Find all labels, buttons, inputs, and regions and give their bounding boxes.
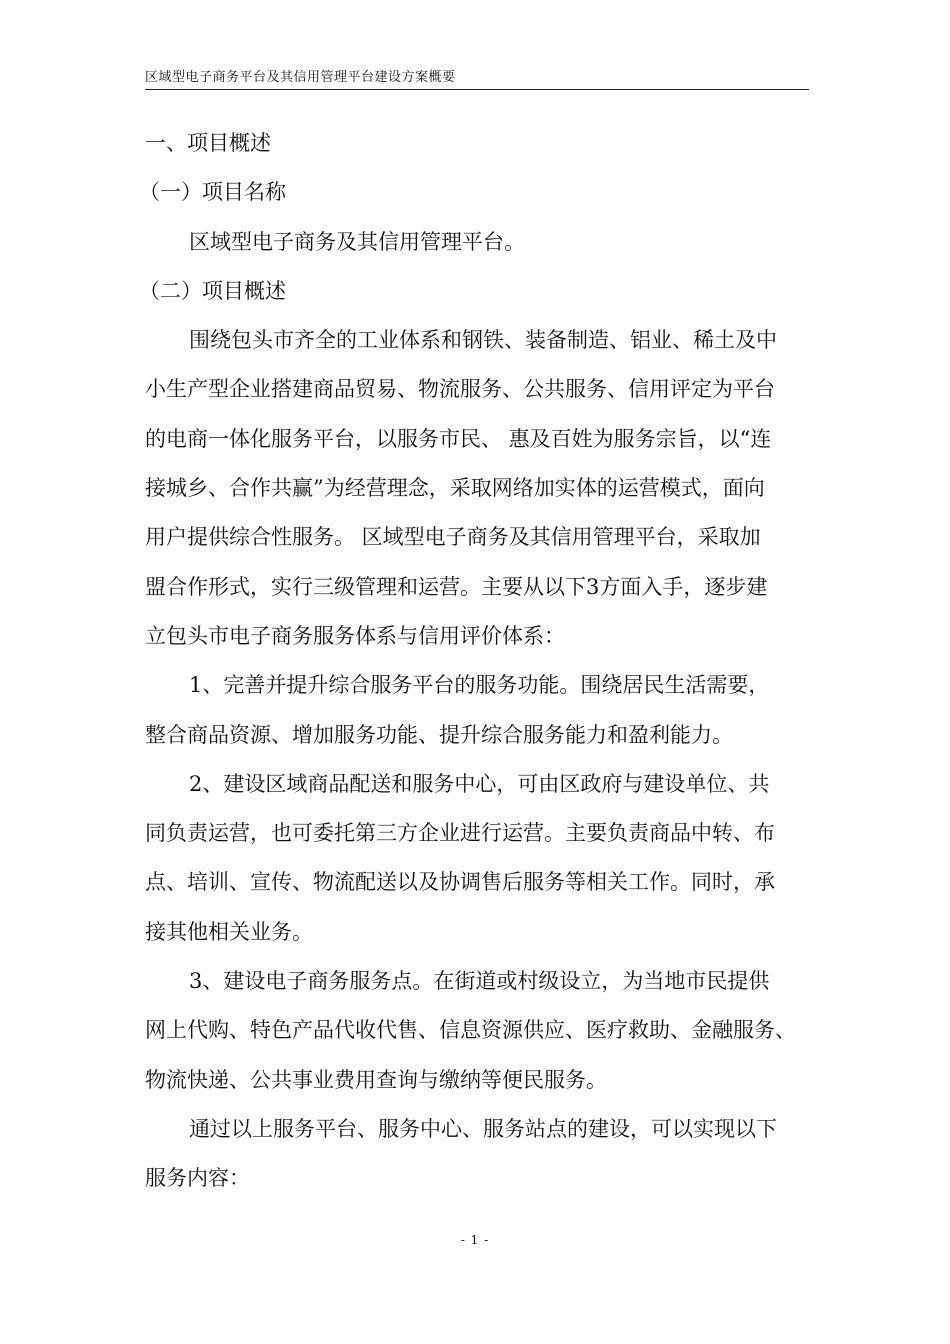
paragraph-line: 围绕包头市齐全的工业体系和钢铁、装备制造、铝业、稀土及中 <box>189 328 777 353</box>
paragraph-line: 点、培训、宣传、物流配送以及协调售后服务等相关工作。同时，承 <box>145 870 775 895</box>
paragraph-line: 2、建设区域商品配送和服务中心，可由区政府与建设单位、共 <box>189 771 770 796</box>
paragraph-line: 3、建设电子商务服务点。在街道或村级设立，为当地市民提供 <box>189 969 770 994</box>
section-heading: 一、项目概述 <box>145 131 271 155</box>
page-number: - 1 - <box>460 1233 490 1247</box>
paragraph-line: 用户提供综合性服务。 区域型电子商务及其信用管理平台，采取加 <box>145 525 761 550</box>
paragraph-line: 通过以上服务平台、服务中心、服务站点的建设，可以实现以下 <box>189 1116 777 1141</box>
subsection-heading: （二）项目概述 <box>139 278 286 303</box>
paragraph-line: 服务内容： <box>145 1166 250 1191</box>
paragraph-line: 接其他相关业务。 <box>145 919 313 944</box>
subsection-heading: （一）项目名称 <box>139 180 286 205</box>
paragraph-line: 的电商一体化服务平台，以服务市民、 惠及百姓为服务宗旨，以“连 <box>145 426 772 451</box>
paragraph-line: 接城乡、合作共赢”为经营理念，采取网络加实体的运营模式，面向 <box>145 476 765 501</box>
paragraph-line: 网上代购、特色产品代收代售、信息资源供应、医疗救助、金融服务、 <box>145 1018 796 1043</box>
paragraph-line: 区域型电子商务及其信用管理平台。 <box>189 229 525 254</box>
document-body <box>139 119 809 1204</box>
paragraph-line: 小生产型企业搭建商品贸易、物流服务、公共服务、信用评定为平台 <box>145 377 775 402</box>
paragraph-line: 物流快递、公共事业费用查询与缴纳等便民服务。 <box>145 1067 607 1092</box>
paragraph-line: 立包头市电子商务服务体系与信用评价体系： <box>145 623 565 648</box>
paragraph-line: 整合商品资源、增加服务功能、提升综合服务能力和盈利能力。 <box>145 722 733 747</box>
running-header: 区域型电子商务平台及其信用管理平台建设方案概要 <box>145 70 809 90</box>
paragraph-line: 1、完善并提升综合服务平台的服务功能。围绕居民生活需要， <box>189 673 770 698</box>
paragraph-line: 同负责运营，也可委托第三方企业进行运营。主要负责商品中转、布 <box>145 821 775 846</box>
paragraph-line: 盟合作形式，实行三级管理和运营。主要从以下3方面入手，逐步建 <box>145 574 768 599</box>
